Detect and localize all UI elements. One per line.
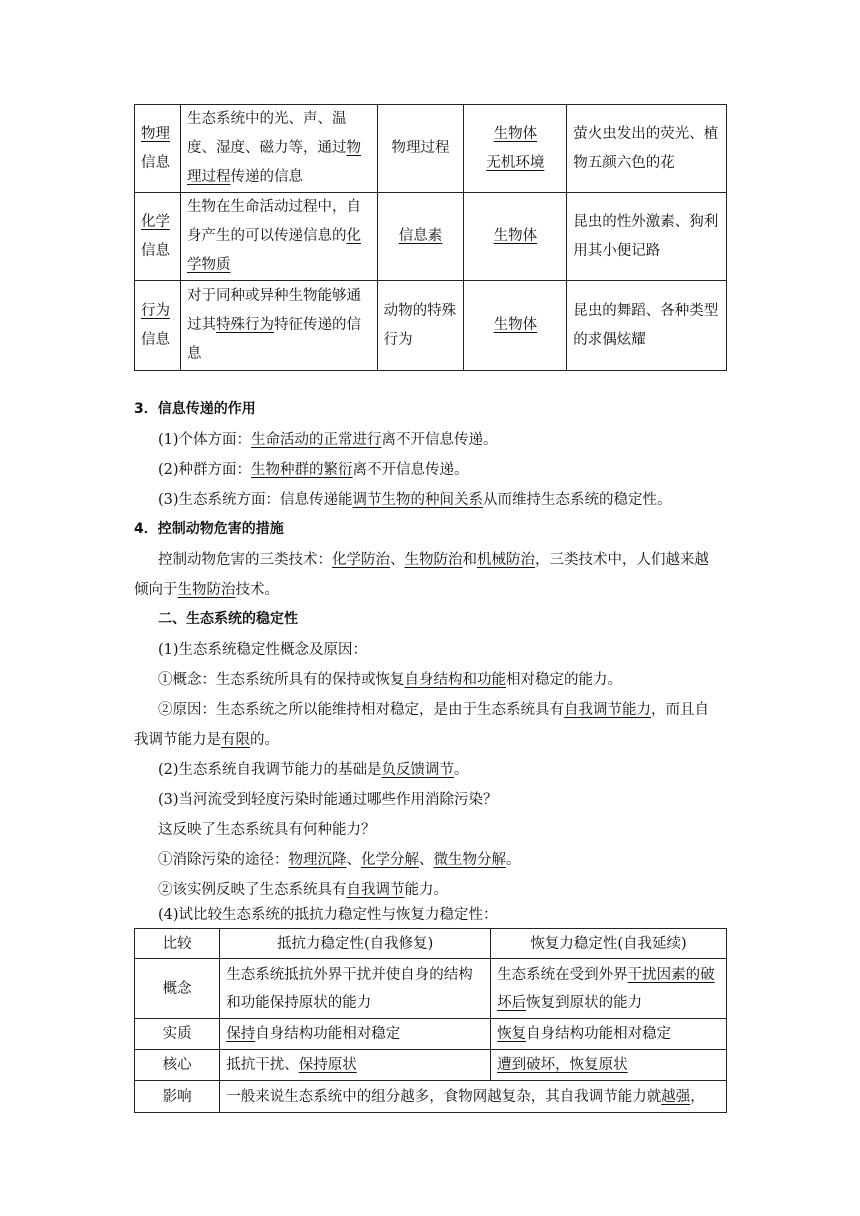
- paragraph: (2)生态系统自我调节能力的基础是负反馈调节。: [158, 762, 469, 778]
- info-process-cell: 信息素: [377, 193, 464, 281]
- paragraph: (3)当河流受到轻度污染时能通过哪些作用消除污染？: [158, 792, 498, 808]
- info-process-cell: 物理过程: [377, 105, 464, 193]
- section-heading: 3．信息传递的作用: [134, 401, 256, 417]
- info-example-cell: 萤火虫发出的荧光、植物五颜六色的花: [567, 105, 727, 193]
- info-source-cell: 生物体: [464, 281, 567, 371]
- info-type-cell: 化学 信息: [135, 193, 181, 281]
- info-desc-cell: 生物在生命活动过程中，自身产生的可以传递信息的化学物质: [180, 193, 377, 281]
- section-heading: 4．控制动物危害的措施: [134, 521, 284, 537]
- paragraph: ①消除污染的途径：物理沉降、化学分解、微生物分解。: [158, 852, 521, 868]
- table-row: 核心 抵抗干扰、保持原状 遭到破坏，恢复原状: [135, 1050, 727, 1081]
- paragraph: ①概念：生态系统所具有的保持或恢复自身结构和功能相对稳定的能力。: [158, 672, 622, 688]
- paragraph: (2)种群方面：生物种群的繁衍离不开信息传递。: [158, 462, 469, 478]
- info-desc-cell: 对于同种或异种生物能够通过其特殊行为特征传递的信息: [180, 281, 377, 371]
- table-header-row: 比较 抵抗力稳定性(自我修复) 恢复力稳定性(自我延续): [135, 929, 727, 959]
- paragraph: 控制动物危害的三类技术：化学防治、生物防治和机械防治，三类技术中，人们越来越: [158, 552, 709, 568]
- info-example-cell: 昆虫的性外激素、狗利用其小便记路: [567, 193, 727, 281]
- paragraph: ②原因：生态系统之所以能维持相对稳定，是由于生态系统具有自我调节能力，而且自: [158, 702, 709, 718]
- info-type-cell: 行为 信息: [135, 281, 181, 371]
- paragraph: (1)生态系统稳定性概念及原因：: [158, 642, 368, 658]
- paragraph: ②该实例反映了生态系统具有自我调节能力。: [158, 882, 448, 898]
- info-type-cell: 物理 信息: [135, 105, 181, 193]
- info-type-table: [134, 104, 727, 371]
- paragraph: 这反映了生态系统具有何种能力？: [158, 822, 376, 838]
- table-row: 影响 一般来说生态系统中的组分越多，食物网越复杂，其自我调节能力就越强，: [135, 1081, 727, 1113]
- table-row: [135, 193, 727, 281]
- paragraph: 倾向于生物防治技术。: [134, 582, 279, 598]
- info-desc-cell: 生态系统中的光、声、温度、湿度、磁力等，通过物理过程传递的信息: [180, 105, 377, 193]
- info-example-cell: 昆虫的舞蹈、各种类型的求偶炫耀: [567, 281, 727, 371]
- table-row: [135, 105, 727, 193]
- section-heading: 二、生态系统的稳定性: [158, 611, 298, 627]
- paragraph: (3)生态系统方面：信息传递能调节生物的种间关系从而维持生态系统的稳定性。: [158, 492, 672, 508]
- stability-compare-table: [134, 928, 727, 1113]
- table-row: [135, 281, 727, 371]
- paragraph: 我调节能力是有限的。: [134, 732, 279, 748]
- paragraph: (4)试比较生态系统的抵抗力稳定性与恢复力稳定性：: [158, 907, 498, 923]
- info-process-cell: 动物的特殊行为: [377, 281, 464, 371]
- table-row: 概念 生态系统抵抗外界干扰并使自身的结构和功能保持原状的能力 生态系统在受到外界干扰因素的破坏后恢复到原状的能力: [135, 959, 727, 1019]
- info-source-cell: 生物体: [464, 193, 567, 281]
- table-row: 实质 保持自身结构功能相对稳定 恢复自身结构功能相对稳定: [135, 1019, 727, 1050]
- info-source-cell: 生物体 无机环境: [464, 105, 567, 193]
- paragraph: (1)个体方面：生命活动的正常进行离不开信息传递。: [158, 432, 498, 448]
